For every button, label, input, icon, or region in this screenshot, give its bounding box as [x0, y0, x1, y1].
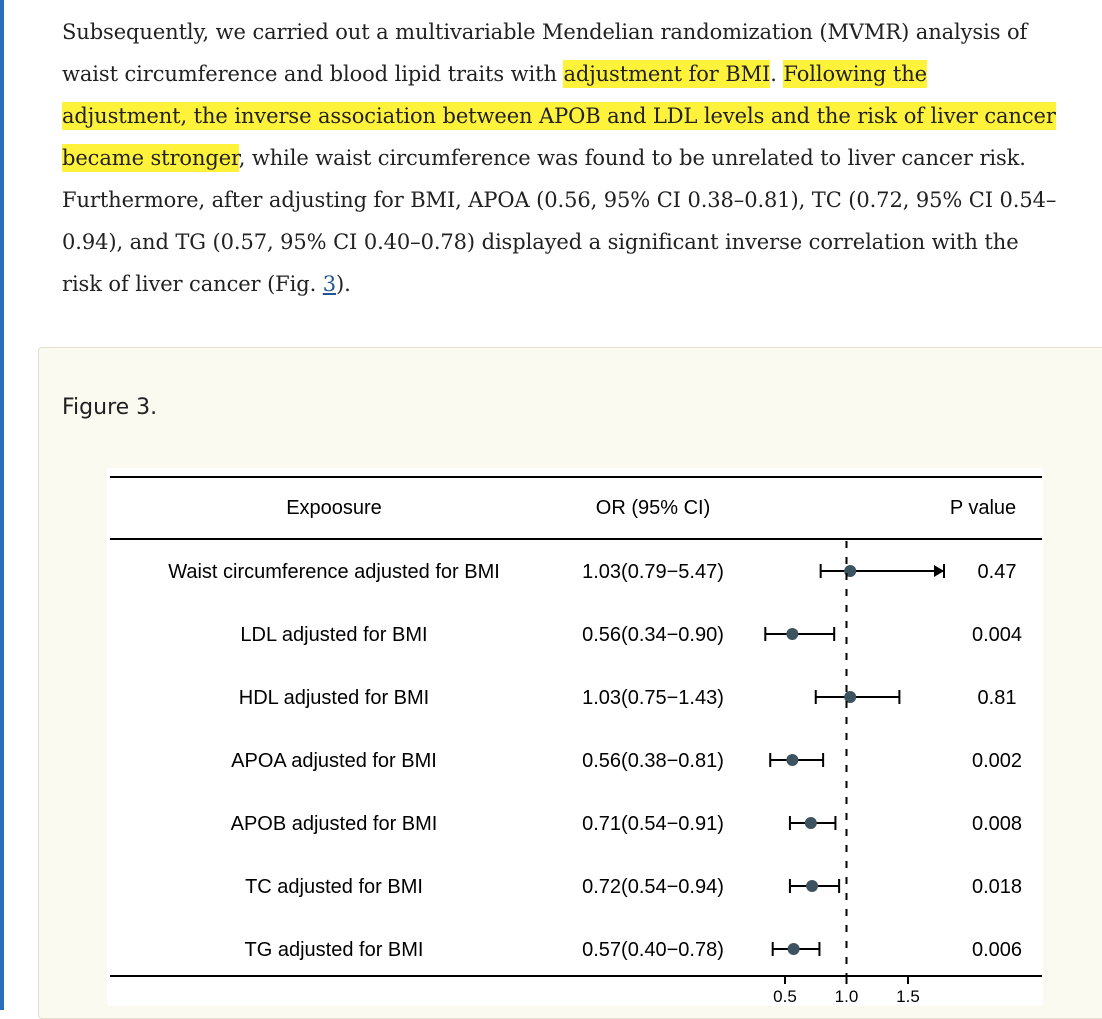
figure-label: Figure 3. [62, 395, 158, 420]
or-point [806, 880, 818, 892]
highlight: adjustment, the inverse association between APOB and LDL levels and the risk of liver cancer [62, 104, 1056, 128]
row-exposure-label: TC adjusted for BMI [245, 876, 423, 898]
highlight: became stronger [62, 146, 239, 170]
header-or: OR (95% CI) [595, 497, 711, 519]
row-or-label: 1.03(0.75−1.43) [582, 687, 724, 709]
paragraph-line: waist circumference and blood lipid traits with adjustment for BMI. Following the [62, 62, 927, 86]
row-p-value: 0.004 [971, 624, 1023, 646]
forest-row [239, 687, 1017, 709]
forest-row [240, 624, 1022, 646]
or-point [786, 628, 798, 640]
forest-plot [107, 468, 1043, 1006]
row-or-label: 0.56(0.34−0.90) [582, 624, 724, 646]
paragraph-line: risk of liver cancer (Fig. 3). [62, 272, 351, 296]
paragraph-line: Subsequently, we carried out a multivariable Mendelian randomization (MVMR) analysis of [62, 20, 1028, 44]
row-or-label: 0.71(0.54−0.91) [582, 813, 724, 835]
body-paragraph [62, 11, 1102, 305]
highlight: Following the [783, 62, 927, 86]
figure-link[interactable]: 3 [322, 272, 337, 296]
header-p-value: P value [949, 497, 1017, 519]
row-or-label: 0.56(0.38−0.81) [582, 750, 724, 772]
row-p-value: 0.006 [971, 939, 1023, 961]
row-exposure-label: LDL adjusted for BMI [240, 624, 428, 646]
forest-row [231, 750, 1022, 772]
row-p-value: 0.018 [971, 876, 1023, 898]
x-tick-label: 1.5 [896, 987, 920, 1006]
paragraph-line: became stronger, while waist circumference was found to be unrelated to liver cancer risk. [62, 146, 1026, 170]
paragraph-line: 0.94), and TG (0.57, 95% CI 0.40–0.78) displayed a significant inverse correlation with the [62, 230, 1019, 254]
row-exposure-label: TG adjusted for BMI [244, 939, 424, 961]
forest-row [231, 813, 1022, 835]
x-tick-label: 0.5 [773, 987, 797, 1006]
row-exposure-label: APOA adjusted for BMI [231, 750, 437, 772]
row-or-label: 1.03(0.79−5.47) [582, 561, 724, 583]
x-axis [773, 541, 920, 1006]
left-accent-bar [0, 0, 4, 1010]
or-point [786, 754, 798, 766]
row-or-label: 0.57(0.40−0.78) [582, 939, 724, 961]
row-p-value: 0.81 [977, 687, 1017, 709]
ci-arrow [934, 565, 944, 577]
row-p-value: 0.008 [971, 813, 1023, 835]
row-exposure-label: Waist circumference adjusted for BMI [168, 561, 500, 583]
paragraph-line: Furthermore, after adjusting for BMI, APOA (0.56, 95% CI 0.38–0.81), TC (0.72, 95% CI 0.54– [62, 188, 1057, 212]
or-point [788, 943, 800, 955]
row-exposure-label: APOB adjusted for BMI [230, 813, 438, 835]
header-exposure: Expoosure [286, 497, 382, 519]
row-p-value: 0.002 [971, 750, 1023, 772]
row-or-label: 0.72(0.54−0.94) [582, 876, 724, 898]
highlight: adjustment for BMI [563, 62, 771, 86]
or-point [805, 817, 817, 829]
x-tick-label: 1.0 [834, 987, 859, 1006]
forest-row [245, 939, 1023, 961]
row-p-value: 0.47 [977, 561, 1017, 583]
figure-image[interactable] [107, 468, 1043, 1006]
row-exposure-label: HDL adjusted for BMI [238, 687, 430, 709]
paragraph-line [62, 95, 1102, 137]
forest-rows [168, 561, 1022, 961]
forest-row [245, 876, 1022, 898]
forest-row [168, 561, 1016, 583]
